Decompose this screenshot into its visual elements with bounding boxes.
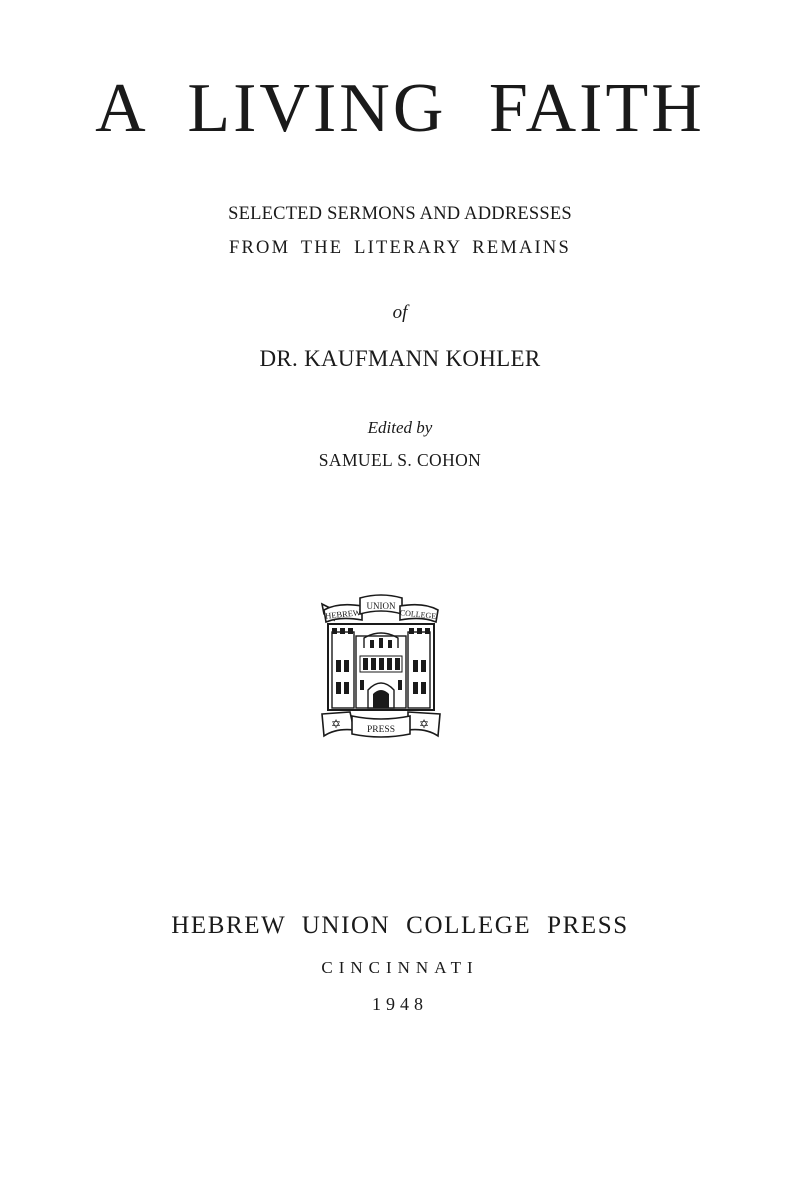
svg-text:✡: ✡ — [330, 717, 342, 731]
editor-name: SAMUEL S. COHON — [318, 450, 482, 470]
author-name: DR. KAUFMANN KOHLER — [259, 346, 541, 371]
hebrew-union-college-press-emblem-icon — [318, 590, 444, 740]
subtitle-line-2: FROM THE LITERARY REMAINS — [229, 238, 571, 258]
book-title: A LIVING FAITH — [95, 70, 705, 147]
svg-text:✡: ✡ — [418, 717, 430, 731]
publisher-name: HEBREW UNION COLLEGE PRESS — [171, 912, 629, 939]
of-connector: of — [392, 302, 408, 323]
edited-by-label: Edited by — [367, 418, 433, 437]
banner-left-text: HEBREW — [324, 607, 362, 621]
banner-center-text: UNION — [366, 601, 396, 611]
subtitle-line-1: SELECTED SERMONS AND ADDRESSES — [228, 204, 572, 224]
banner-bottom-text: PRESS — [367, 725, 395, 735]
publication-year: 1948 — [372, 994, 428, 1014]
publication-city: CINCINNATI — [321, 958, 479, 977]
banner-right-text: COLLEGE — [399, 608, 437, 621]
